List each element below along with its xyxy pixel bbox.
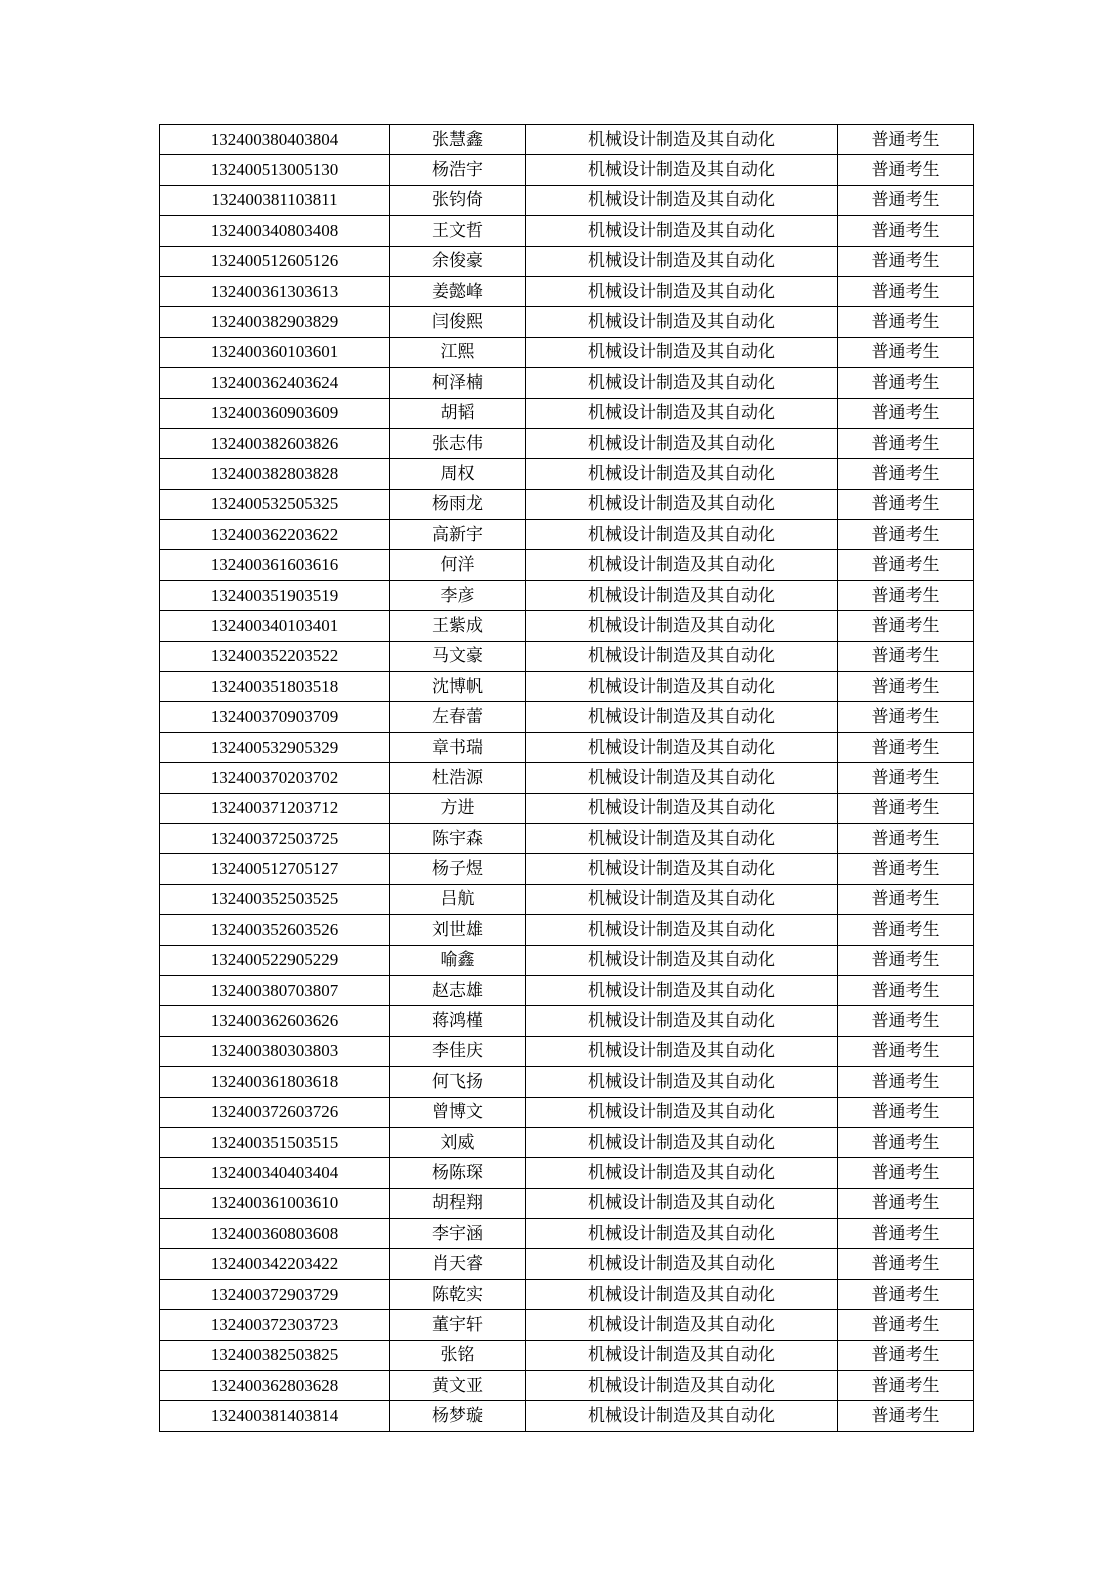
table-row — [160, 276, 974, 306]
table-row — [160, 641, 974, 671]
category-cell: 普通考生 — [838, 307, 974, 337]
table-row — [160, 823, 974, 853]
major-cell: 机械设计制造及其自动化 — [526, 763, 838, 793]
major-cell: 机械设计制造及其自动化 — [526, 276, 838, 306]
candidate-name-cell: 刘威 — [390, 1127, 526, 1157]
category-cell: 普通考生 — [838, 915, 974, 945]
candidate-id-cell: 132400361603616 — [160, 550, 390, 580]
major-cell: 机械设计制造及其自动化 — [526, 550, 838, 580]
candidate-id-cell: 132400370903709 — [160, 702, 390, 732]
table-row — [160, 854, 974, 884]
table-row — [160, 459, 974, 489]
table-row — [160, 672, 974, 702]
major-cell: 机械设计制造及其自动化 — [526, 155, 838, 185]
candidate-id-cell: 132400382803828 — [160, 459, 390, 489]
major-cell: 机械设计制造及其自动化 — [526, 702, 838, 732]
table-row — [160, 1006, 974, 1036]
table-row — [160, 550, 974, 580]
candidate-name-cell: 李佳庆 — [390, 1036, 526, 1066]
category-cell: 普通考生 — [838, 550, 974, 580]
candidate-id-cell: 132400361803618 — [160, 1067, 390, 1097]
category-cell: 普通考生 — [838, 155, 974, 185]
category-cell: 普通考生 — [838, 520, 974, 550]
major-cell: 机械设计制造及其自动化 — [526, 125, 838, 155]
major-cell: 机械设计制造及其自动化 — [526, 823, 838, 853]
candidate-id-cell: 132400372903729 — [160, 1279, 390, 1309]
category-cell: 普通考生 — [838, 185, 974, 215]
candidate-name-cell: 杜浩源 — [390, 763, 526, 793]
major-cell: 机械设计制造及其自动化 — [526, 580, 838, 610]
table-row — [160, 702, 974, 732]
candidate-id-cell: 132400370203702 — [160, 763, 390, 793]
category-cell: 普通考生 — [838, 1036, 974, 1066]
major-cell: 机械设计制造及其自动化 — [526, 1188, 838, 1218]
category-cell: 普通考生 — [838, 459, 974, 489]
major-cell: 机械设计制造及其自动化 — [526, 611, 838, 641]
category-cell: 普通考生 — [838, 398, 974, 428]
table-row — [160, 185, 974, 215]
major-cell: 机械设计制造及其自动化 — [526, 641, 838, 671]
category-cell: 普通考生 — [838, 1006, 974, 1036]
major-cell: 机械设计制造及其自动化 — [526, 489, 838, 519]
category-cell: 普通考生 — [838, 611, 974, 641]
major-cell: 机械设计制造及其自动化 — [526, 1401, 838, 1431]
candidate-id-cell: 132400360103601 — [160, 337, 390, 367]
table-row — [160, 793, 974, 823]
table-row — [160, 580, 974, 610]
candidate-name-cell: 王紫成 — [390, 611, 526, 641]
table-row — [160, 1371, 974, 1401]
table-row — [160, 246, 974, 276]
category-cell: 普通考生 — [838, 884, 974, 914]
table-row — [160, 1310, 974, 1340]
major-cell: 机械设计制造及其自动化 — [526, 1097, 838, 1127]
major-cell: 机械设计制造及其自动化 — [526, 398, 838, 428]
major-cell: 机械设计制造及其自动化 — [526, 1067, 838, 1097]
candidate-id-cell: 132400382503825 — [160, 1340, 390, 1370]
candidate-id-cell: 132400372603726 — [160, 1097, 390, 1127]
major-cell: 机械设计制造及其自动化 — [526, 672, 838, 702]
category-cell: 普通考生 — [838, 1371, 974, 1401]
candidate-id-cell: 132400522905229 — [160, 945, 390, 975]
candidate-name-cell: 张志伟 — [390, 428, 526, 458]
candidate-id-cell: 132400351903519 — [160, 580, 390, 610]
category-cell: 普通考生 — [838, 641, 974, 671]
major-cell: 机械设计制造及其自动化 — [526, 520, 838, 550]
major-cell: 机械设计制造及其自动化 — [526, 1036, 838, 1066]
table-row — [160, 915, 974, 945]
major-cell: 机械设计制造及其自动化 — [526, 884, 838, 914]
category-cell: 普通考生 — [838, 1127, 974, 1157]
candidate-name-cell: 高新宇 — [390, 520, 526, 550]
category-cell: 普通考生 — [838, 1310, 974, 1340]
candidate-id-cell: 132400340103401 — [160, 611, 390, 641]
table-row — [160, 1097, 974, 1127]
table-row — [160, 520, 974, 550]
candidate-name-cell: 方进 — [390, 793, 526, 823]
candidate-id-cell: 132400351803518 — [160, 672, 390, 702]
candidate-name-cell: 张钧倚 — [390, 185, 526, 215]
table-row — [160, 1340, 974, 1370]
candidate-id-cell: 132400352203522 — [160, 641, 390, 671]
table-row — [160, 884, 974, 914]
category-cell: 普通考生 — [838, 1279, 974, 1309]
candidate-id-cell: 132400361303613 — [160, 276, 390, 306]
candidate-name-cell: 胡程翔 — [390, 1188, 526, 1218]
candidate-name-cell: 闫俊熙 — [390, 307, 526, 337]
table-row — [160, 428, 974, 458]
candidate-id-cell: 132400352603526 — [160, 915, 390, 945]
table-row — [160, 155, 974, 185]
candidate-id-cell: 132400372303723 — [160, 1310, 390, 1340]
category-cell: 普通考生 — [838, 1249, 974, 1279]
table-row — [160, 1127, 974, 1157]
candidate-id-cell: 132400513005130 — [160, 155, 390, 185]
table-row — [160, 732, 974, 762]
category-cell: 普通考生 — [838, 276, 974, 306]
table-row — [160, 975, 974, 1005]
candidate-name-cell: 曾博文 — [390, 1097, 526, 1127]
category-cell: 普通考生 — [838, 1067, 974, 1097]
category-cell: 普通考生 — [838, 337, 974, 367]
major-cell: 机械设计制造及其自动化 — [526, 1371, 838, 1401]
candidate-name-cell: 陈乾实 — [390, 1279, 526, 1309]
table-row — [160, 307, 974, 337]
candidate-id-cell: 132400372503725 — [160, 823, 390, 853]
table-row — [160, 1158, 974, 1188]
category-cell: 普通考生 — [838, 428, 974, 458]
major-cell: 机械设计制造及其自动化 — [526, 307, 838, 337]
category-cell: 普通考生 — [838, 732, 974, 762]
candidate-name-cell: 江熙 — [390, 337, 526, 367]
candidate-name-cell: 章书瑞 — [390, 732, 526, 762]
candidate-name-cell: 蒋鸿槿 — [390, 1006, 526, 1036]
category-cell: 普通考生 — [838, 368, 974, 398]
category-cell: 普通考生 — [838, 854, 974, 884]
candidate-name-cell: 柯泽楠 — [390, 368, 526, 398]
category-cell: 普通考生 — [838, 793, 974, 823]
major-cell: 机械设计制造及其自动化 — [526, 1158, 838, 1188]
major-cell: 机械设计制造及其自动化 — [526, 368, 838, 398]
candidate-name-cell: 何飞扬 — [390, 1067, 526, 1097]
table-row — [160, 368, 974, 398]
major-cell: 机械设计制造及其自动化 — [526, 216, 838, 246]
category-cell: 普通考生 — [838, 1219, 974, 1249]
table-row — [160, 1188, 974, 1218]
category-cell: 普通考生 — [838, 975, 974, 1005]
candidate-id-cell: 132400380303803 — [160, 1036, 390, 1066]
candidate-name-cell: 杨梦璇 — [390, 1401, 526, 1431]
candidate-id-cell: 132400382903829 — [160, 307, 390, 337]
category-cell: 普通考生 — [838, 1097, 974, 1127]
candidate-name-cell: 陈宇森 — [390, 823, 526, 853]
candidate-id-cell: 132400362203622 — [160, 520, 390, 550]
candidate-name-cell: 沈博帆 — [390, 672, 526, 702]
major-cell: 机械设计制造及其自动化 — [526, 1310, 838, 1340]
candidate-id-cell: 132400360803608 — [160, 1219, 390, 1249]
candidate-id-cell: 132400342203422 — [160, 1249, 390, 1279]
candidate-id-cell: 132400351503515 — [160, 1127, 390, 1157]
major-cell: 机械设计制造及其自动化 — [526, 428, 838, 458]
candidate-id-cell: 132400512605126 — [160, 246, 390, 276]
candidate-id-cell: 132400381103811 — [160, 185, 390, 215]
candidate-id-cell: 132400380403804 — [160, 125, 390, 155]
table-row — [160, 398, 974, 428]
candidate-id-cell: 132400532505325 — [160, 489, 390, 519]
table-row — [160, 125, 974, 155]
candidate-id-cell: 132400340403404 — [160, 1158, 390, 1188]
major-cell: 机械设计制造及其自动化 — [526, 1127, 838, 1157]
major-cell: 机械设计制造及其自动化 — [526, 1219, 838, 1249]
category-cell: 普通考生 — [838, 246, 974, 276]
category-cell: 普通考生 — [838, 945, 974, 975]
table-row — [160, 1249, 974, 1279]
candidate-id-cell: 132400362403624 — [160, 368, 390, 398]
candidate-name-cell: 左春蕾 — [390, 702, 526, 732]
candidate-name-cell: 李彦 — [390, 580, 526, 610]
table-row — [160, 1067, 974, 1097]
table-row — [160, 1036, 974, 1066]
category-cell: 普通考生 — [838, 702, 974, 732]
category-cell: 普通考生 — [838, 1340, 974, 1370]
candidate-id-cell: 132400382603826 — [160, 428, 390, 458]
candidate-name-cell: 杨陈琛 — [390, 1158, 526, 1188]
candidate-name-cell: 黄文亚 — [390, 1371, 526, 1401]
category-cell: 普通考生 — [838, 823, 974, 853]
category-cell: 普通考生 — [838, 125, 974, 155]
candidate-name-cell: 喻鑫 — [390, 945, 526, 975]
major-cell: 机械设计制造及其自动化 — [526, 793, 838, 823]
major-cell: 机械设计制造及其自动化 — [526, 975, 838, 1005]
table-row — [160, 611, 974, 641]
candidate-name-cell: 何洋 — [390, 550, 526, 580]
table-row — [160, 945, 974, 975]
major-cell: 机械设计制造及其自动化 — [526, 1006, 838, 1036]
candidate-name-cell: 李宇涵 — [390, 1219, 526, 1249]
candidate-name-cell: 姜懿峰 — [390, 276, 526, 306]
table-row — [160, 1279, 974, 1309]
candidate-id-cell: 132400512705127 — [160, 854, 390, 884]
candidate-name-cell: 杨雨龙 — [390, 489, 526, 519]
category-cell: 普通考生 — [838, 672, 974, 702]
candidate-name-cell: 张铭 — [390, 1340, 526, 1370]
table-row — [160, 489, 974, 519]
candidate-name-cell: 刘世雄 — [390, 915, 526, 945]
candidate-name-cell: 董宇轩 — [390, 1310, 526, 1340]
candidate-name-cell: 肖天睿 — [390, 1249, 526, 1279]
admission-list-table — [159, 124, 974, 1432]
category-cell: 普通考生 — [838, 1158, 974, 1188]
major-cell: 机械设计制造及其自动化 — [526, 337, 838, 367]
candidate-id-cell: 132400352503525 — [160, 884, 390, 914]
candidate-id-cell: 132400340803408 — [160, 216, 390, 246]
category-cell: 普通考生 — [838, 1401, 974, 1431]
table-row — [160, 1401, 974, 1431]
candidate-name-cell: 吕航 — [390, 884, 526, 914]
candidate-id-cell: 132400371203712 — [160, 793, 390, 823]
major-cell: 机械设计制造及其自动化 — [526, 1279, 838, 1309]
table-row — [160, 1219, 974, 1249]
candidate-id-cell: 132400381403814 — [160, 1401, 390, 1431]
table-row — [160, 216, 974, 246]
candidate-id-cell: 132400360903609 — [160, 398, 390, 428]
category-cell: 普通考生 — [838, 763, 974, 793]
candidate-id-cell: 132400362603626 — [160, 1006, 390, 1036]
major-cell: 机械设计制造及其自动化 — [526, 854, 838, 884]
table-body — [160, 125, 974, 1432]
candidate-name-cell: 胡韬 — [390, 398, 526, 428]
table-row — [160, 763, 974, 793]
candidate-name-cell: 余俊豪 — [390, 246, 526, 276]
major-cell: 机械设计制造及其自动化 — [526, 915, 838, 945]
major-cell: 机械设计制造及其自动化 — [526, 459, 838, 489]
candidate-name-cell: 杨子煜 — [390, 854, 526, 884]
candidate-name-cell: 杨浩宇 — [390, 155, 526, 185]
candidate-id-cell: 132400532905329 — [160, 732, 390, 762]
candidate-name-cell: 王文哲 — [390, 216, 526, 246]
category-cell: 普通考生 — [838, 216, 974, 246]
category-cell: 普通考生 — [838, 1188, 974, 1218]
candidate-id-cell: 132400361003610 — [160, 1188, 390, 1218]
major-cell: 机械设计制造及其自动化 — [526, 945, 838, 975]
category-cell: 普通考生 — [838, 489, 974, 519]
major-cell: 机械设计制造及其自动化 — [526, 1340, 838, 1370]
candidate-name-cell: 马文豪 — [390, 641, 526, 671]
major-cell: 机械设计制造及其自动化 — [526, 185, 838, 215]
table-row — [160, 337, 974, 367]
category-cell: 普通考生 — [838, 580, 974, 610]
candidate-name-cell: 周权 — [390, 459, 526, 489]
candidate-id-cell: 132400380703807 — [160, 975, 390, 1005]
candidate-name-cell: 赵志雄 — [390, 975, 526, 1005]
candidate-id-cell: 132400362803628 — [160, 1371, 390, 1401]
major-cell: 机械设计制造及其自动化 — [526, 732, 838, 762]
major-cell: 机械设计制造及其自动化 — [526, 246, 838, 276]
candidate-name-cell: 张慧鑫 — [390, 125, 526, 155]
major-cell: 机械设计制造及其自动化 — [526, 1249, 838, 1279]
